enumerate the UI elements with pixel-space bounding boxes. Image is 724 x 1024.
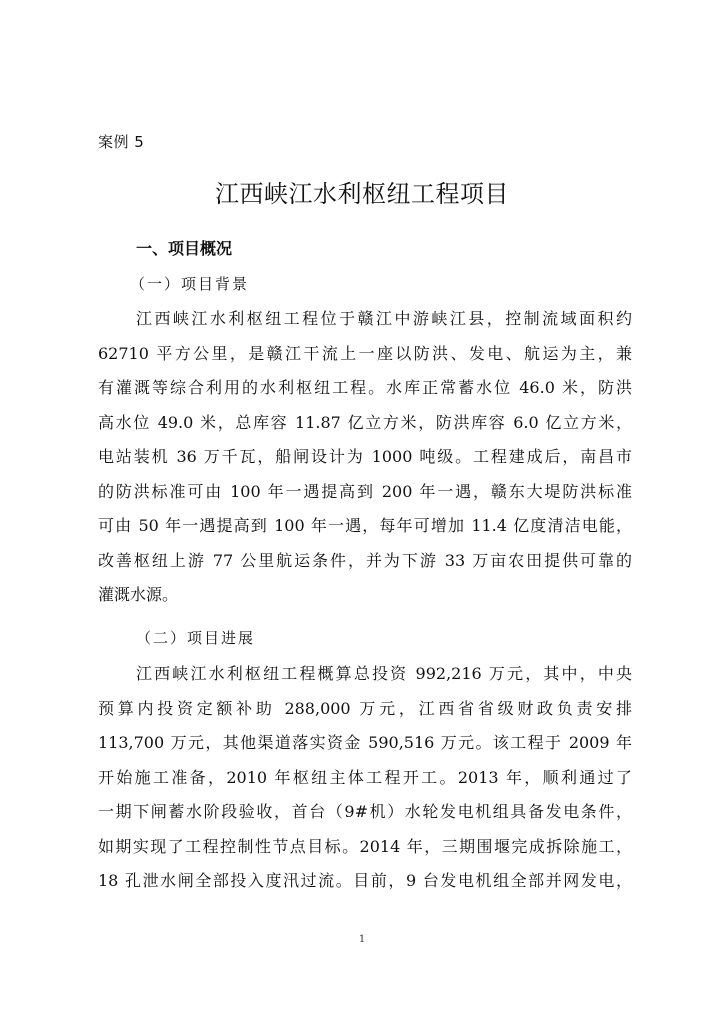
document-title: 江西峡江水利枢纽工程项目 [215,180,509,208]
paragraph-line: 的防洪标准可由 100 年一遇提高到 200 年一遇，赣东大堤防洪标准 [98,481,632,501]
paragraph-line: 113,700 万元，其他渠道落实资金 590,516 万元。该工程于 2009 年 [98,733,632,752]
paragraph-line: 有灌溉等综合利用的水利枢纽工程。水库正常蓄水位 46.0 米，防洪 [98,378,632,397]
section-heading-overview: 一、项目概况 [136,239,233,258]
paragraph-background [98,302,632,613]
paragraph-line: 江西峡江水利枢纽工程位于赣江中游峡江县，控制流域面积约 [136,309,632,328]
paragraph-line: 可由 50 年一遇提高到 100 年一遇，每年可增加 11.4 亿度清洁电能， [98,516,632,535]
paragraph-line: 电站装机 36 万千瓦，船闸设计为 1000 吨级。工程建成后，南昌市 [98,447,632,466]
paragraph-line: 18 孔泄水闸全部投入度汛过流。目前，9 台发电机组全部并网发电， [98,871,632,890]
paragraph-line: 改善枢纽上游 77 公里航运条件，并为下游 33 万亩农田提供可靠的 [98,550,632,570]
paragraph-line: 灌溉水源。 [98,585,179,604]
page-number: 1 [358,934,366,945]
paragraph-line: 江西峡江水利枢纽工程概算总投资 992,216 万元，其中，中央 [136,664,632,683]
subsection-heading-progress: （二）项目进展 [136,629,256,647]
paragraph-line: 62710 平方公里，是赣江干流上一座以防洪、发电、航运为主，兼 [98,343,632,363]
paragraph-line: 预算内投资定额补助 288,000 万元，江西省省级财政负责安排 [98,698,632,718]
paragraph-line: 如期实现了工程控制性节点目标。2014 年，三期围堰完成拆除施工， [98,836,632,856]
subsection-heading-background: （一）项目背景 [130,275,250,293]
case-label: 案例 5 [98,133,145,151]
paragraph-line: 开始施工准备，2010 年枢纽主体工程开工。2013 年，顺利通过了 [98,767,632,787]
paragraph-line: 高水位 49.0 米，总库容 11.87 亿立方米，防洪库容 6.0 亿立方米， [98,412,632,432]
paragraph-line: 一期下闸蓄水阶段验收，首台（9#机）水轮发电机组具备发电条件， [98,802,632,821]
paragraph-progress [98,657,632,899]
